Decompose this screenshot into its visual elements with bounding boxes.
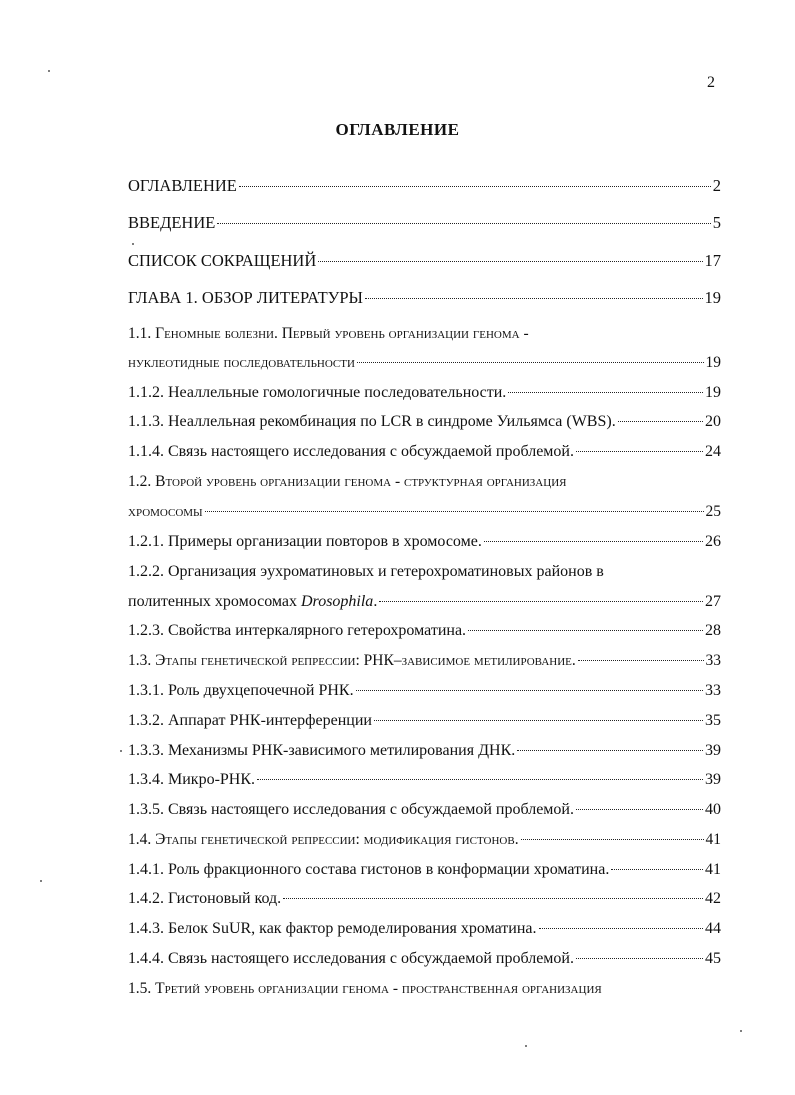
toc-entry-label-group bbox=[128, 828, 519, 852]
dot-leader bbox=[576, 809, 703, 810]
toc-entry-label: Второй уровень организации генома - структурная организация bbox=[155, 473, 567, 490]
toc-entry-label: 1.3.1. Роль двухцепочечной РНК. bbox=[128, 682, 354, 699]
toc-entry-label: 1.1.4. Связь настоящего исследования с обсуждаемой проблемой. bbox=[128, 443, 574, 460]
toc-entry-page: 41 bbox=[705, 861, 721, 878]
toc-entry-italic: Drosophila bbox=[301, 593, 374, 610]
toc-entry-1-1-3[interactable] bbox=[128, 410, 721, 434]
toc-entry-1-3-1[interactable] bbox=[128, 679, 721, 703]
dot-leader bbox=[379, 601, 703, 602]
dot-leader bbox=[356, 690, 703, 691]
dot-leader bbox=[576, 451, 703, 452]
toc-entry-1-2-line1[interactable] bbox=[128, 470, 721, 494]
scan-speck bbox=[740, 1030, 742, 1032]
toc-entry-label: 1.1.2. Неаллельные гомологичные последовательности. bbox=[128, 384, 507, 401]
dot-leader bbox=[521, 839, 704, 840]
scan-speck bbox=[132, 243, 134, 245]
toc-entry-1-3-2[interactable] bbox=[128, 709, 721, 733]
dot-leader bbox=[239, 186, 711, 187]
toc-entry-page: 27 bbox=[705, 593, 721, 610]
toc-entry-1-2-3[interactable] bbox=[128, 619, 721, 643]
toc-entry-glava1[interactable] bbox=[128, 286, 721, 310]
toc-entry-1-1[interactable] bbox=[128, 351, 721, 375]
toc-entry-page: 39 bbox=[705, 742, 721, 759]
section-number: 1.5. bbox=[128, 980, 152, 997]
toc-entry-page: 33 bbox=[705, 652, 721, 669]
dot-leader bbox=[484, 541, 703, 542]
toc-entry-label-group bbox=[128, 590, 377, 614]
page-title: ОГЛАВЛЕНИЕ bbox=[335, 120, 460, 139]
toc-entry-1-3-3[interactable] bbox=[128, 739, 721, 763]
toc-entry-label: 1.3.2. Аппарат РНК-интерференции bbox=[128, 712, 372, 729]
toc-entry-1-4[interactable] bbox=[128, 828, 721, 852]
dot-leader bbox=[365, 298, 703, 299]
section-number: 1.1. bbox=[128, 325, 152, 342]
toc-entry-label: хромосомы bbox=[128, 503, 203, 520]
toc-entry-1-3-5[interactable] bbox=[128, 798, 721, 822]
toc-entry-page: 40 bbox=[705, 801, 721, 818]
dot-leader bbox=[468, 630, 703, 631]
scan-speck bbox=[48, 70, 50, 72]
dot-leader bbox=[374, 720, 703, 721]
toc-entry-label: 1.4.2. Гистоновый код. bbox=[128, 890, 282, 907]
toc-entry-1-2-1[interactable] bbox=[128, 530, 721, 554]
toc-entry-label: 1.1.3. Неаллельная рекомбинация по LCR в синдроме Уильямса (WBS). bbox=[128, 413, 616, 430]
dot-leader bbox=[283, 898, 703, 899]
toc-entry-label: 1.2.3. Свойства интеркалярного гетерохроматина. bbox=[128, 622, 467, 639]
toc-entry-label: СПИСОК СОКРАЩЕНИЙ bbox=[128, 251, 317, 270]
toc-entry-1-3-4[interactable] bbox=[128, 768, 721, 792]
toc-entry-1-1-2[interactable] bbox=[128, 381, 721, 405]
section-number: 1.2. bbox=[128, 473, 152, 490]
toc-entry-1-4-4[interactable] bbox=[128, 947, 721, 971]
dot-leader bbox=[357, 362, 704, 363]
toc-entry-label: ГЛАВА 1. ОБЗОР ЛИТЕРАТУРЫ bbox=[128, 288, 363, 307]
toc-entry-1-2-2-line1[interactable] bbox=[128, 560, 721, 584]
toc-entry-label: 1.3.4. Микро-РНК. bbox=[128, 771, 256, 788]
dot-leader bbox=[611, 869, 703, 870]
scan-speck bbox=[40, 880, 42, 882]
toc-entry-sokr[interactable] bbox=[128, 249, 721, 273]
toc-entry-page: 20 bbox=[705, 413, 721, 430]
toc-entry-label: 1.2.2. Организация эухроматиновых и гетерохроматиновых районов в bbox=[128, 563, 604, 580]
toc-entry-1-3[interactable] bbox=[128, 649, 721, 673]
toc-entry-page: 25 bbox=[705, 503, 721, 520]
toc-entry-label: 1.2.1. Примеры организации повторов в хромосоме. bbox=[128, 533, 482, 550]
toc-entry-label: 1.4.3. Белок SuUR, как фактор ремоделирования хроматина. bbox=[128, 920, 537, 937]
dot-leader bbox=[618, 421, 703, 422]
dot-leader bbox=[205, 511, 704, 512]
toc-entry-page: 33 bbox=[705, 682, 721, 699]
toc-entry-page: 42 bbox=[705, 890, 721, 907]
toc-entry-page: 2 bbox=[712, 176, 721, 195]
toc-entry-label-group bbox=[128, 649, 576, 673]
toc-entry-label: Этапы генетической репрессии: модификация гистонов. bbox=[155, 831, 519, 848]
toc-entry-page: 41 bbox=[705, 831, 721, 848]
toc-entry-1-5-line1[interactable] bbox=[128, 977, 721, 1001]
toc-entry-label: Геномные болезни. Первый уровень организации генома - bbox=[155, 325, 529, 342]
toc-entry-oglavlenie[interactable] bbox=[128, 174, 721, 198]
dot-leader bbox=[576, 958, 703, 959]
toc-entry-label: ВВЕДЕНИЕ bbox=[128, 213, 216, 232]
toc-entry-page: 19 bbox=[705, 384, 721, 401]
toc-entry-1-2-2[interactable] bbox=[128, 590, 721, 614]
toc-entry-page: 26 bbox=[705, 533, 721, 550]
toc-entry-page: 44 bbox=[705, 920, 721, 937]
toc-entry-page: 45 bbox=[705, 950, 721, 967]
toc-entry-label: 1.3.5. Связь настоящего исследования с обсуждаемой проблемой. bbox=[128, 801, 574, 818]
dot-leader bbox=[508, 392, 703, 393]
dot-leader bbox=[578, 660, 704, 661]
toc-entry-label: 1.4.4. Связь настоящего исследования с обсуждаемой проблемой. bbox=[128, 950, 574, 967]
toc-entry-page: 24 bbox=[705, 443, 721, 460]
scan-speck bbox=[120, 750, 122, 752]
toc-entry-page: 39 bbox=[705, 771, 721, 788]
toc-entry-1-4-1[interactable] bbox=[128, 858, 721, 882]
toc-entry-period: . bbox=[373, 593, 378, 610]
dot-leader bbox=[517, 750, 703, 751]
section-number: 1.4. bbox=[128, 831, 152, 848]
toc-entry-label: 1.4.1. Роль фракционного состава гистонов в конформации хроматина. bbox=[128, 861, 610, 878]
toc-entry-1-4-3[interactable] bbox=[128, 917, 721, 941]
toc-entry-label: политенных хромосомах bbox=[128, 593, 297, 610]
toc-entry-label: Этапы генетической репрессии: РНК–зависимое метилирование. bbox=[155, 652, 576, 669]
toc-entry-page: 19 bbox=[705, 354, 721, 371]
toc-entry-page: 28 bbox=[705, 622, 721, 639]
toc-entry-label: ОГЛАВЛЕНИЕ bbox=[128, 176, 237, 195]
toc-entry-page: 5 bbox=[712, 213, 721, 232]
toc-entry-1-2[interactable] bbox=[128, 500, 721, 524]
toc-entry-1-4-2[interactable] bbox=[128, 887, 721, 911]
dot-leader bbox=[318, 261, 702, 262]
toc-entry-1-1-4[interactable] bbox=[128, 440, 721, 464]
dot-leader bbox=[257, 779, 703, 780]
toc-entry-label: нуклеотидные последовательности bbox=[128, 354, 355, 371]
section-number: 1.3. bbox=[128, 652, 152, 669]
toc-entry-page: 35 bbox=[705, 712, 721, 729]
toc-entry-page: 19 bbox=[704, 288, 721, 307]
page-number: 2 bbox=[707, 74, 715, 91]
toc-entry-label: 1.3.3. Механизмы РНК-зависимого метилирования ДНК. bbox=[128, 742, 516, 759]
toc-entry-page: 17 bbox=[704, 251, 721, 270]
dot-leader bbox=[217, 223, 710, 224]
toc-entry-1-1-line1[interactable] bbox=[128, 322, 721, 346]
scan-speck bbox=[525, 1045, 527, 1047]
toc-entry-vvedenie[interactable] bbox=[128, 211, 721, 235]
dot-leader bbox=[539, 928, 704, 929]
toc-entry-label: Третий уровень организации генома - пространственная организация bbox=[155, 980, 602, 997]
